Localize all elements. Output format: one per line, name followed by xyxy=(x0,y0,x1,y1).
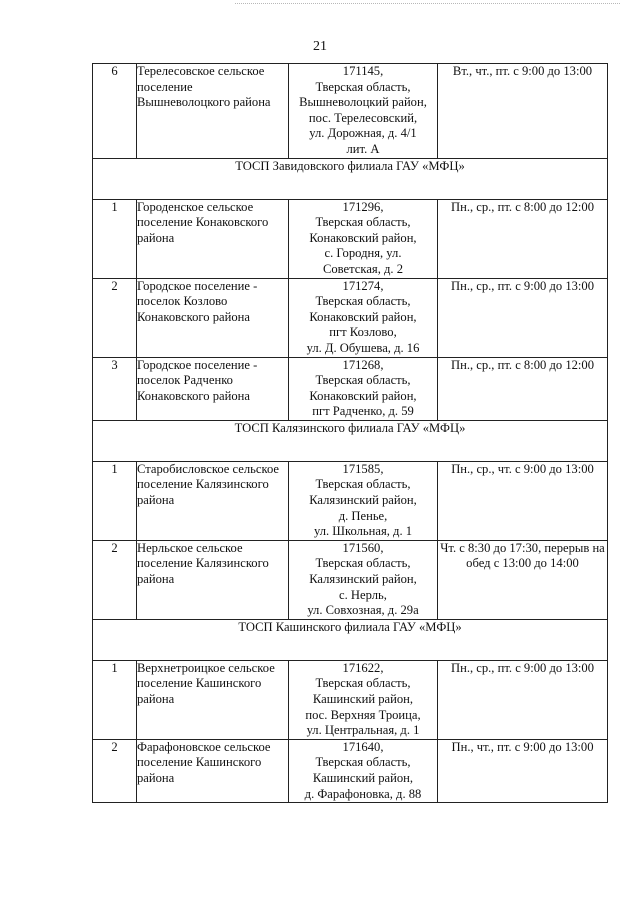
postal-address xyxy=(289,461,438,540)
address-line: ул. Дорожная, д. 4/1 xyxy=(309,126,417,141)
address-line: Калязинский район, xyxy=(309,572,417,587)
address-line: Тверская область, xyxy=(315,556,411,571)
address-line: 171268, xyxy=(342,357,384,372)
postal-address xyxy=(289,357,438,420)
address-line: с. Городня, ул. xyxy=(324,246,402,261)
postal-address xyxy=(289,540,438,619)
row-number: 1 xyxy=(93,461,137,540)
row-number: 3 xyxy=(93,357,137,420)
address-line: д. Пеньe, xyxy=(338,508,388,523)
row-number: 2 xyxy=(93,278,137,357)
address-line: ул. Школьная, д. 1 xyxy=(313,524,413,539)
section-header-row xyxy=(93,619,608,660)
address-line: Кашинский район, xyxy=(312,692,414,706)
address-line: пгт Козлово, xyxy=(329,325,397,340)
settlement-name: Городенское сельское поселение Конаковского района xyxy=(137,199,289,278)
section-title: ТОСП Кашинского филиала ГАУ «МФЦ» xyxy=(93,619,608,660)
address-line: 171622, xyxy=(342,660,384,675)
address-line: ул. Д. Обушева, д. 16 xyxy=(306,340,420,355)
section-title: ТОСП Завидовского филиала ГАУ «МФЦ» xyxy=(93,158,608,199)
postal-address xyxy=(289,660,438,739)
row-number: 6 xyxy=(93,64,137,159)
settlement-name: Старобисловское сельское поселение Калязинского района xyxy=(137,461,289,540)
address-line: Конаковский район, xyxy=(309,388,417,403)
working-hours: Пн., ср., пт. с 9:00 до 13:00 xyxy=(438,660,608,739)
postal-address xyxy=(289,64,438,159)
table-row xyxy=(93,357,608,420)
table-row xyxy=(93,739,608,802)
address-line: Конаковский район, xyxy=(309,230,417,245)
address-line: Вышневолоцкий район, xyxy=(299,95,427,110)
mfc-offices-table xyxy=(92,63,608,803)
working-hours: Вт., чт., пт. с 9:00 до 13:00 xyxy=(438,64,608,159)
settlement-name: Фарафоновское сельское поселение Кашинского района xyxy=(137,739,289,802)
address-line: Конаковский район, xyxy=(309,309,417,324)
settlement-name: Городское поселение - поселок Радченко Конаковского района xyxy=(137,357,289,420)
address-line: с. Нерль, xyxy=(339,587,387,602)
section-title: ТОСП Калязинского филиала ГАУ «МФЦ» xyxy=(93,420,608,461)
postal-address xyxy=(289,278,438,357)
row-number: 2 xyxy=(93,739,137,802)
address-line: Тверская область, xyxy=(315,676,411,691)
working-hours: Пн., чт., пт. с 9:00 до 13:00 xyxy=(438,739,608,802)
address-line: Советская, д. 2 xyxy=(322,261,403,276)
section-header-row xyxy=(93,420,608,461)
table-row xyxy=(93,199,608,278)
address-line: Кашинский район, xyxy=(312,770,414,785)
working-hours: Пн., ср., пт. с 8:00 до 12:00 xyxy=(438,199,608,278)
address-line: Тверская область, xyxy=(315,477,411,492)
address-line: ул. Совхозная, д. 29а xyxy=(307,603,419,618)
address-line: д. Фарафоновка, д. 88 xyxy=(304,786,422,801)
address-line: пос. Терелесовский, xyxy=(308,110,418,125)
scan-artifact-line xyxy=(235,3,620,5)
postal-address xyxy=(289,739,438,802)
address-line: 171585, xyxy=(342,461,384,476)
page-number: 21 xyxy=(313,39,327,54)
address-line: Калязинский район, xyxy=(309,493,417,508)
table-row xyxy=(93,461,608,540)
table-row xyxy=(93,660,608,739)
table-row xyxy=(93,64,608,159)
address-line: 171145, xyxy=(342,64,384,78)
postal-address xyxy=(289,199,438,278)
settlement-name: Терелесовское сельское поселение Вышневолоцкого района xyxy=(137,64,289,159)
settlement-name: Городское поселение - поселок Козлово Конаковского района xyxy=(137,278,289,357)
address-line: пос. Верхняя Троица, xyxy=(305,707,421,722)
address-line: 171274, xyxy=(342,278,384,293)
address-line: лит. А xyxy=(346,141,380,156)
address-line: пгт Радченко, д. 59 xyxy=(312,404,414,419)
address-line: Тверская область, xyxy=(315,79,411,94)
address-line: 171560, xyxy=(342,540,384,555)
row-number: 1 xyxy=(93,199,137,278)
address-line: ул. Центральная, д. 1 xyxy=(306,723,420,738)
table-row xyxy=(93,278,608,357)
working-hours: Пн., ср., пт. с 9:00 до 13:00 xyxy=(438,278,608,357)
working-hours: Пн., ср., чт. с 9:00 до 13:00 xyxy=(438,461,608,540)
settlement-name: Нерльское сельское поселение Калязинского района xyxy=(137,540,289,619)
row-number: 1 xyxy=(93,660,137,739)
settlement-name: Верхнетроицкое сельское поселение Кашинского района xyxy=(137,660,289,739)
address-line: 171296, xyxy=(342,199,384,214)
address-line: 171640, xyxy=(342,739,384,754)
address-line: Тверская область, xyxy=(315,294,411,309)
section-header-row xyxy=(93,158,608,199)
address-line: Тверская область, xyxy=(315,373,411,388)
address-line: Тверская область, xyxy=(315,215,411,230)
row-number: 2 xyxy=(93,540,137,619)
working-hours: Чт. с 8:30 до 17:30, перерыв на обед с 13:00 до 14:00 xyxy=(438,540,608,619)
address-line: Тверская область, xyxy=(315,755,411,770)
table-row xyxy=(93,540,608,619)
working-hours: Пн., ср., пт. с 8:00 до 12:00 xyxy=(438,357,608,420)
